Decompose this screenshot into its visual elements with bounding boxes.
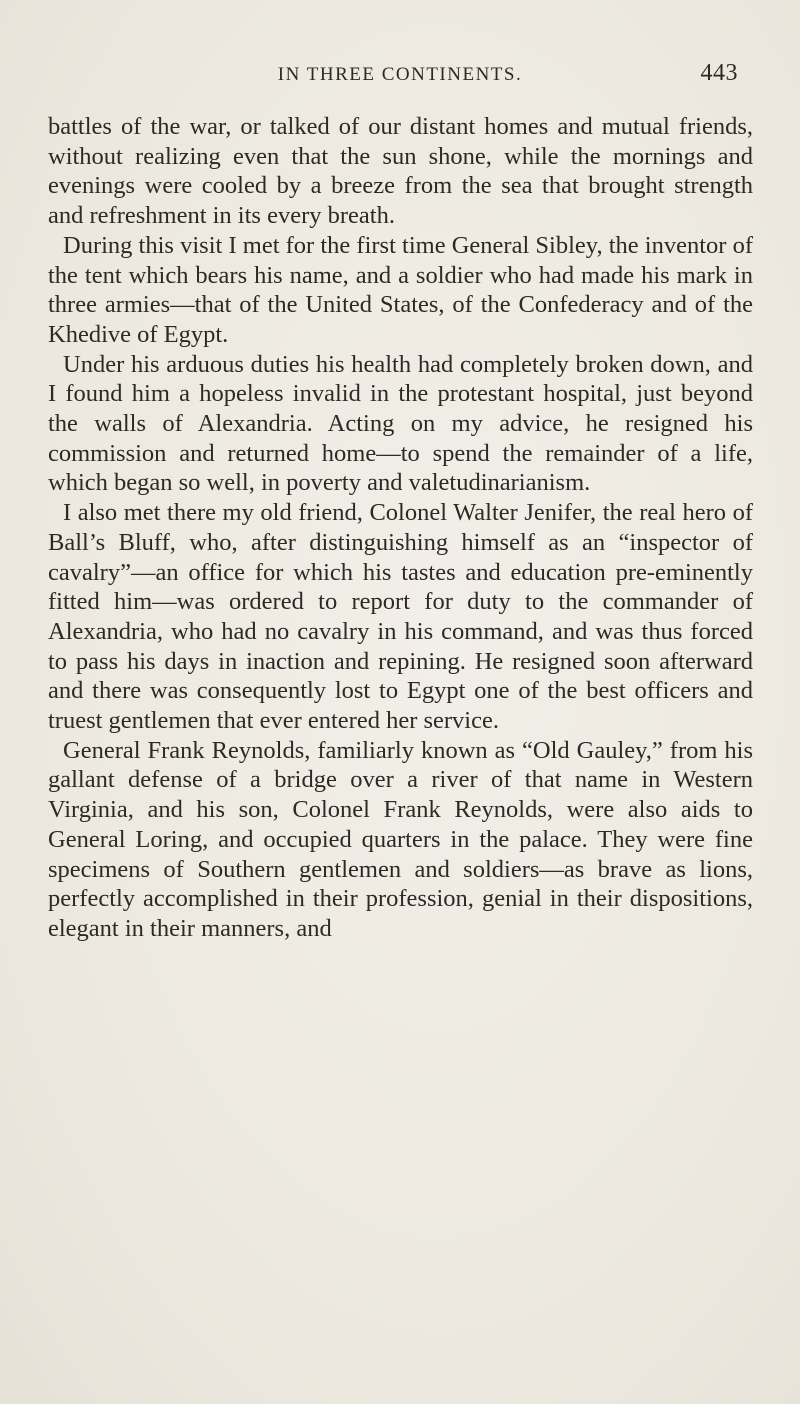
- paragraph-3: Under his arduous duties his health had completely broken down, and I found him a hopeless invalid in the protestant hospital, just beyond the walls of Alexandria. Acting on my advice, he resigned his commission and returned home—to spend the remainder of a life, which began so well, in poverty and valetudinarianism.: [48, 350, 753, 497]
- page-header: [0, 60, 800, 98]
- paragraph-5: General Frank Reynolds, familiarly known as “Old Gauley,” from his gallant defense of a bridge over a river of that name in Western Virginia, and his son, Colonel Frank Reynolds, were also aids to General Loring, and occupied quarters in the palace. They were fine specimens of Southern gentlemen and soldiers—as brave as lions, perfectly accomplished in their profession, genial in their dispositions, elegant in their manners, and: [48, 736, 753, 942]
- paragraph-1: battles of the war, or talked of our distant homes and mutual friends, without realizing even that the sun shone, while the mornings and evenings were cooled by a breeze from the sea that brought strength and refreshment in its every breath.: [48, 113, 753, 230]
- body-text: [48, 112, 753, 944]
- running-head: IN THREE CONTINENTS.: [277, 64, 523, 85]
- paragraph-2: During this visit I met for the first time General Sibley, the inventor of the tent which bears his name, and a soldier who had made his mark in three armies—that of the United States, of the Confederacy and of the Khedive of Egypt.: [48, 231, 753, 348]
- page-number: 443: [700, 60, 738, 86]
- paragraph-4: I also met there my old friend, Colonel Walter Jenifer, the real hero of Ball’s Bluff, who, after distinguishing himself as an “inspector of cavalry”—an office for which his tastes and education pre-eminently fitted him—was ordered to report for duty to the commander of Alexandria, who had no cavalry in his command, and was thus forced to pass his days in inaction and repining. He resigned soon afterward and there was consequently lost to Egypt one of the best officers and truest gentlemen that ever entered her service.: [48, 499, 753, 735]
